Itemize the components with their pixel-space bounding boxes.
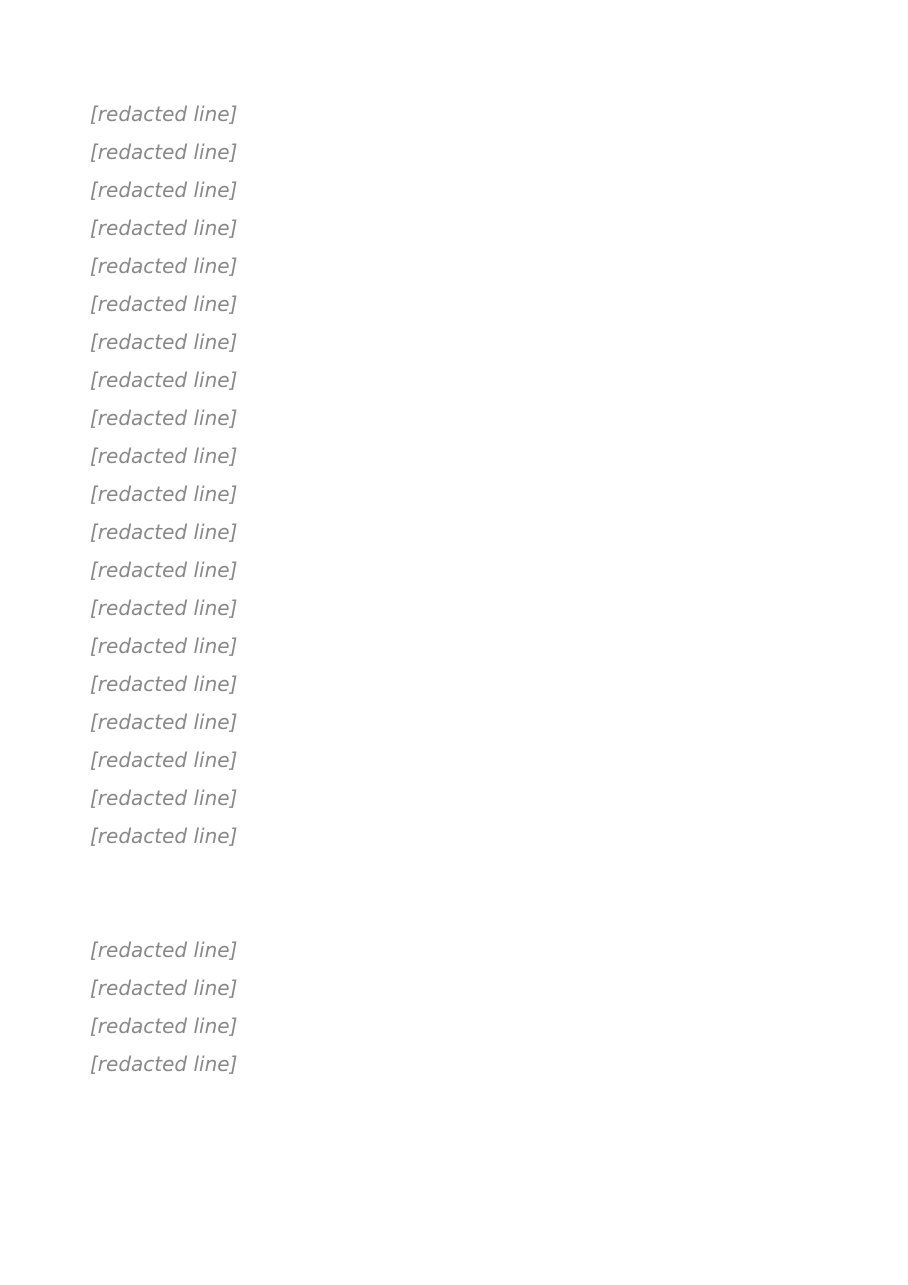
text-line: [redacted line] xyxy=(90,938,238,962)
text-line: [redacted line] xyxy=(90,368,238,392)
text-line: [redacted line] xyxy=(90,634,238,658)
text-line: [redacted line] xyxy=(90,254,238,278)
text-line: [redacted line] xyxy=(90,976,238,1000)
text-line: [redacted line] xyxy=(90,672,238,696)
text-block xyxy=(90,95,830,1083)
text-line: [redacted line] xyxy=(90,1014,238,1038)
text-line: [redacted line] xyxy=(90,748,238,772)
text-line: [redacted line] xyxy=(90,406,238,430)
text-line: [redacted line] xyxy=(90,1052,238,1076)
text-line: [redacted line] xyxy=(90,824,238,848)
text-line: [redacted line] xyxy=(90,330,238,354)
text-line: [redacted line] xyxy=(90,558,238,582)
text-line: [redacted line] xyxy=(90,520,238,544)
text-line: [redacted line] xyxy=(90,596,238,620)
text-line: [redacted line] xyxy=(90,140,238,164)
text-line: [redacted line] xyxy=(90,710,238,734)
text-line: [redacted line] xyxy=(90,216,238,240)
text-line: [redacted line] xyxy=(90,102,238,126)
text-line: [redacted line] xyxy=(90,786,238,810)
paragraph-1 xyxy=(90,95,830,855)
text-line: [redacted line] xyxy=(90,482,238,506)
text-line: [redacted line] xyxy=(90,178,238,202)
text-line: [redacted line] xyxy=(90,444,238,468)
text-line: [redacted line] xyxy=(90,292,238,316)
paragraph-2 xyxy=(90,931,830,1083)
paragraph-gap xyxy=(90,855,830,931)
